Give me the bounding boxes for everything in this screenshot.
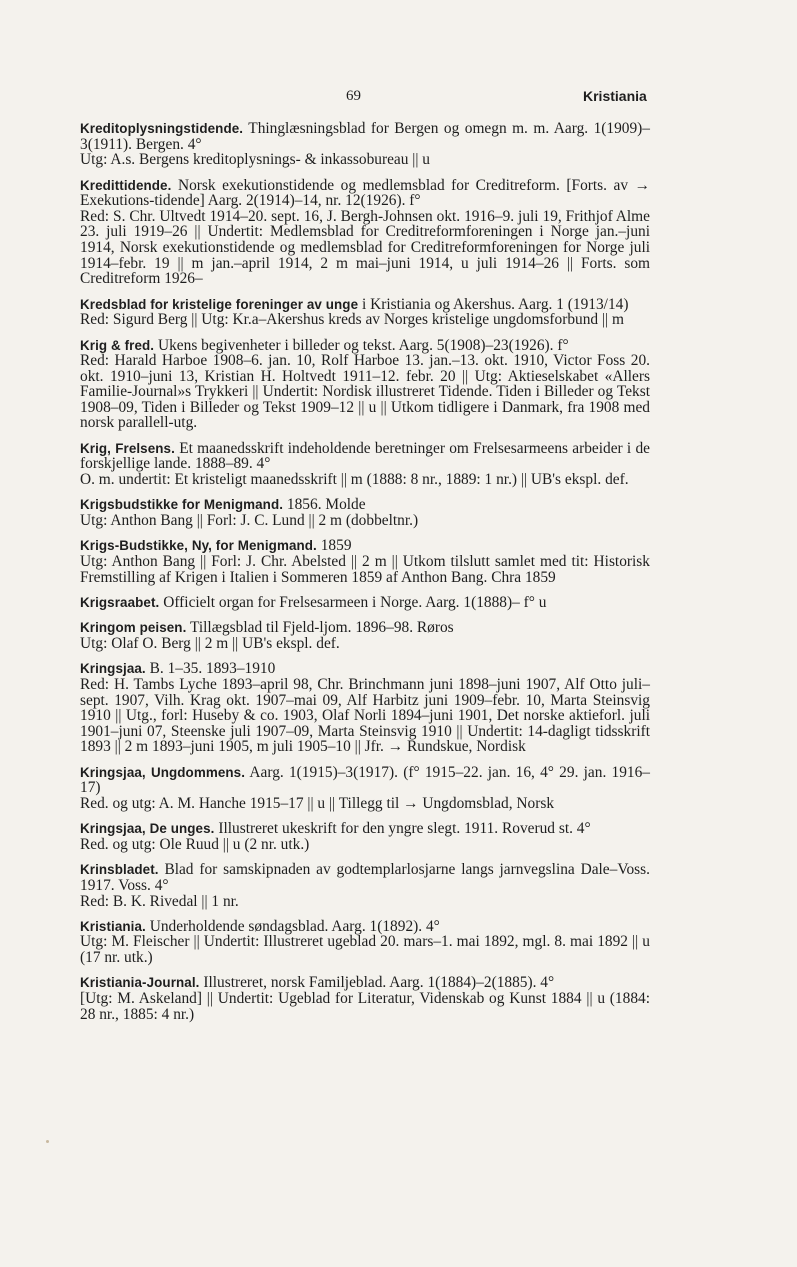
entry-title: Krigsbudstikke for Menigmand. xyxy=(80,497,284,513)
entry-text: Et maanedsskrift indeholdende beretninger om Frelsesarmeens arbeider i de forskjellige lande. 1888–89. 4° xyxy=(80,439,650,473)
entry-text: Blad for samskipnaden av godtemplarlosjarne langs jarnvegslina Dale–Voss. 1917. Voss. 4° xyxy=(80,861,650,894)
entry-line: Red: B. K. Rivedal || 1 nr. xyxy=(80,892,239,910)
entry-line xyxy=(80,620,650,636)
entry-title: Krigs-Budstikke, Ny, for Menigmand. xyxy=(80,538,317,554)
entry-line xyxy=(80,178,650,209)
entry xyxy=(80,765,650,812)
entry xyxy=(80,497,650,528)
entry-line xyxy=(80,121,650,152)
entry-text: Aarg. 1(1915)–3(1917). (f° 1915–22. jan. 16, 4° 29. jan. 1916–17) xyxy=(80,763,650,797)
entry-title: Kredsblad for kristelige foreninger av unge xyxy=(80,296,359,312)
entry-line: Red: S. Chr. Ultvedt 1914–20. sept. 16, J. Bergh-Johnsen okt. 1916–9. juli 19, Frithjof Alme 23. juli 1919–26 || Undertit: Medlemsblad for Creditreformforeningen i Norge jan.–juni 1914, Norsk exekutionstidende og medlemsblad for Creditreformforeningen for Norge juli 1914–febr. 19 || m jan.–april 1914, 2 m mai–juni 1914, u juli 1914–26 || Forts. som Creditreform 1926– xyxy=(80,207,650,288)
entry-line: Utg: A.s. Bergens kreditoplysnings- & inkassobureau || u xyxy=(80,151,431,169)
entry xyxy=(80,661,650,755)
entry-title: Kreditoplysningstidende. xyxy=(80,121,244,136)
entry-line xyxy=(80,297,650,313)
entry-line xyxy=(80,441,650,472)
entry-title: Krigsraabet. xyxy=(80,595,160,611)
entry xyxy=(80,919,650,966)
entry-list xyxy=(80,121,650,1032)
entry xyxy=(80,338,650,432)
entry-line: Utg: Anthon Bang || Forl: J. C. Lund || 2 m (dobbeltnr.) xyxy=(80,512,419,530)
entry-line: Red. og utg: Ole Ruud || u (2 nr. utk.) xyxy=(80,835,310,853)
entry xyxy=(80,297,650,328)
entry-text: Underholdende søndagsblad. Aarg. 1(1892). 4° xyxy=(149,917,440,935)
entry-text: Tillægsblad til Fjeld-ljom. 1896–98. Røros xyxy=(190,619,454,637)
entry xyxy=(80,595,650,611)
entry xyxy=(80,441,650,488)
entry-line xyxy=(80,975,650,991)
entry-line: Red: H. Tambs Lyche 1893–april 98, Chr. Brinchmann juni 1898–juni 1907, Alf Otto juli–sept. 1907, Vilh. Krag okt. 1907–mai 09, Alf Harbitz juni 1909–febr. 10, Marta Steinsvig 1910 || Utg., forl: Huseby & co. 1903, Olaf Norli 1894–juni 1901, Det norske aktieforl. juli 1901–juni 07, Steenske juli 1907–09, Marta Steinsvig 1910 || Undertit: 14-dagligt tidsskrift 1893 || 2 m 1893–juni 1905, m juli 1905–10 || Jfr. → Rundskue, Nordisk xyxy=(80,675,650,756)
entry-line xyxy=(80,821,650,837)
entry xyxy=(80,538,650,585)
entry-line: Utg: Anthon Bang || Forl: J. Chr. Abelsted || 2 m || Utkom tilslutt samlet med tit: Historisk Fremstilling af Krigen i Italien i Sommeren 1859 af Anthon Bang. Chra 1859 xyxy=(80,553,650,586)
entry-line: O. m. undertit: Et kristeligt maanedsskrift || m (1888: 8 nr., 1889: 1 nr.) || UB's ekspl. def. xyxy=(80,471,629,489)
entry-title: Krig & fred. xyxy=(80,337,155,353)
entry-title: Krig, Frelsens. xyxy=(80,440,175,456)
entry xyxy=(80,620,650,651)
entry-text: 1859 xyxy=(320,537,352,555)
running-head: Kristiania xyxy=(583,88,647,104)
entry-line xyxy=(80,595,650,611)
entry-text: i Kristiania og Akershus. Aarg. 1 (1913/14) xyxy=(362,295,629,313)
entry-title: Kringsjaa, De unges. xyxy=(80,821,215,837)
entry-text: Officielt organ for Frelsesarmeen i Norge. Aarg. 1(1888)– f° u xyxy=(163,594,547,612)
entry-line xyxy=(80,919,650,935)
entry-text: Ukens begivenheter i billeder og tekst. Aarg. 5(1908)–23(1926). f° xyxy=(157,336,569,354)
entry-line xyxy=(80,862,650,893)
entry-line: Utg: M. Fleischer || Undertit: Illustreret ugeblad 20. mars–1. mai 1892, mgl. 8. mai 1892 || u (17 nr. utk.) xyxy=(80,933,650,967)
page-number: 69 xyxy=(346,88,361,104)
entry-title: Kristiania. xyxy=(80,918,146,934)
entry-line: Red: Harald Harboe 1908–6. jan. 10, Rolf Harboe 13. jan.–13. okt. 1910, Victor Foss 20. okt. 1910–juni 13, Kristian H. Holtvedt 1911–12. febr. 20 || Utg: Aktieselskabet «Allers Familie-Journal»s Trykkeri || Undertit: Nordisk illustreret Tidende. Tiden i Billeder og Tekst 1908–09, Tiden i Billeder og Tekst 1909–12 || u || Utkom tidligere i Danmark, fra 1908 med norsk parallell-utg. xyxy=(80,352,650,432)
entry xyxy=(80,178,650,287)
entry-line: [Utg: M. Askeland] || Undertit: Ugeblad for Literatur, Videnskab og Kunst 1884 || u (1884: 28 nr., 1885: 4 nr.) xyxy=(80,990,650,1023)
entry-line: Red. og utg: A. M. Hanche 1915–17 || u || Tillegg til → Ungdomsblad, Norsk xyxy=(80,794,555,812)
entry-line xyxy=(80,538,650,554)
entry-line: Utg: Olaf O. Berg || 2 m || UB's ekspl. def. xyxy=(80,635,340,652)
entry-text: Illustreret ukeskrift for den yngre slegt. 1911. Roverud st. 4° xyxy=(218,820,591,838)
entry-title: Kristiania-Journal. xyxy=(80,975,200,991)
entry xyxy=(80,121,650,168)
entry xyxy=(80,862,650,909)
entry-line: Red: Sigurd Berg || Utg: Kr.a–Akershus kreds av Norges kristelige ungdomsforbund || m xyxy=(80,311,624,329)
entry-text: Illustreret, norsk Familjeblad. Aarg. 1(1884)–2(1885). 4° xyxy=(203,974,555,992)
entry-line xyxy=(80,765,650,796)
entry-text: Norsk exekutionstidende og medlemsblad for Creditreform. [Forts. av → Exekutions-tidende] Aarg. 2(1914)–14, nr. 12(1926). f° xyxy=(80,176,650,210)
entry-line xyxy=(80,497,650,513)
entry-title: Kringsjaa, Ungdommens. xyxy=(80,764,246,780)
entry xyxy=(80,975,650,1022)
entry-title: Krinsbladet. xyxy=(80,862,159,878)
entry-title: Kringsjaa. xyxy=(80,661,146,677)
paper-speck xyxy=(46,1140,49,1143)
entry-title: Kredittidende. xyxy=(80,177,172,193)
entry-text: Thinglæsningsblad for Bergen og omegn m. m. Aarg. 1(1909)–3(1911). Bergen. 4° xyxy=(80,120,650,153)
entry-text: B. 1–35. 1893–1910 xyxy=(149,660,276,678)
entry-title: Kringom peisen. xyxy=(80,620,187,636)
entry-line xyxy=(80,661,650,677)
entry xyxy=(80,821,650,852)
entry-line xyxy=(80,338,650,354)
entry-text: 1856. Molde xyxy=(286,496,366,514)
